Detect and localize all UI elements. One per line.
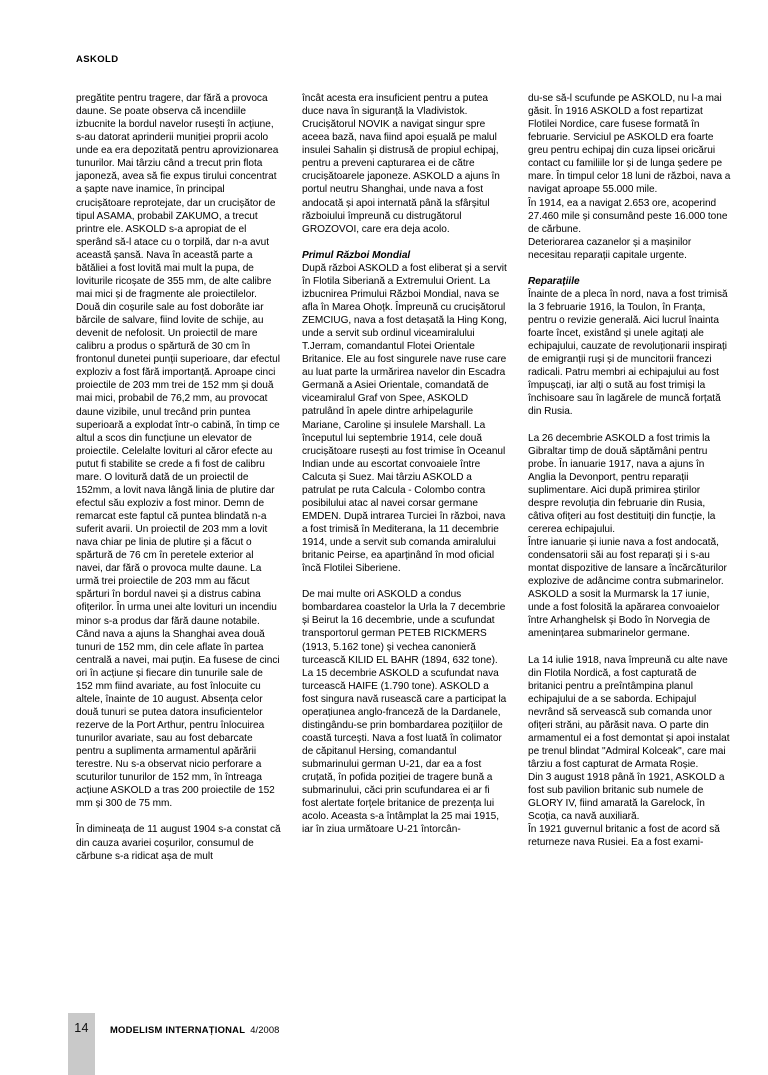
page-number: 14 xyxy=(74,1021,89,1035)
paragraph: La 14 iulie 1918, nava împreună cu alte nave din Flotila Nordică, a fost capturată de britanici pentru a preîntâmpina planul echipajului de a se saborda. Echipajul nevrând să servească sub comanda unor ofițeri străni, au părăsit nava. O parte din armamentul ei a fost demontat și apoi instalat pe trenul blindat "Admiral Kolceak", care mai târziu a fost capturat de Armata Roșie. xyxy=(528,654,730,770)
section-heading-primul-razboi-mondial: Primul Război Mondial xyxy=(302,249,411,261)
magazine-title: MODELISM INTERNAȚIONAL xyxy=(110,1024,246,1035)
text-column-2 xyxy=(302,92,507,836)
footer-magazine-line xyxy=(110,1024,279,1035)
paragraph: În 1921 guvernul britanic a fost de acord să returneze nava Rusiei. Ea a fost exami- xyxy=(528,824,720,849)
text-column-1 xyxy=(76,92,281,863)
running-head: ASKOLD xyxy=(76,54,119,65)
issue-number: 4/2008 xyxy=(250,1024,280,1035)
paragraph: pregătite pentru tragere, dar fără a provoca daune. Se poate observa că incendiile izbucnite la bordul navelor rusești în acțiune, s-au datorat aprinderii muniției proprii acolo unde ea era depozitată pentru aprovizionarea tunurilor. Mai târziu când a trecut prin flota japoneză, avea să fie expus tirului concentrat a șapte nave inamice, în principal crucișătoare reprotejate, dar un crucișător de tipul ASAMA, probabil ZAKUMO, a trecut printre ele. ASKOLD s-a apropiat de el sperând să-l atace cu o torpilă, dar n-a avut această șansă. Nava în această parte a bătăliei a fost lovită mai mult la pupa, de loviturile ricoșate de 355 mm, de alte calibre mai mici și de fragmente ale proiectilelor. Două din coșurile sale au fost doborâte iar bărcile de salvare, fiind lovite de schije, au devenit de nefolosit. Un proiectil de mare calibru a produs o spărtură de 30 cm în frontonul dunetei punții superioare, dar efectul exploziv a fost fără importanță. Aproape cinci proiectile de 203 mm trei de 152 mm și două mai mici, probabil de 76,2 mm, au provocat daune vizibile, unul trecând prin puntea superioară a explodat într-o cabină, în timp ce altul a scos din funcțiune un elevator de proiectile. Celelalte lovituri al căror efecte au putut fi stabilite se crede a fi fost de calibru mare. O lovitură dată de un proiectil de 152mm, a lovit nava lângă linia de plutire dar efectul său exploziv a fost minor. Demn de remarcat este faptul că puntea blindată n-a suferit avarii. Un proiectil de 203 mm a lovit nava chiar pe linia de plutire și a făcut o spărtură de 76 cm în peretele exterior al navei, dar fără o provoca multe daune. La urmă trei proiectile de 203 mm au făcut spărturi în bordul navei și a distrus cabina ofițerilor. În urma unei alte lovituri un incendiu minor s-a produs dar fără daune notabile. Când nava a ajuns la Shanghai avea două tunuri de 152 mm, din cele aflate în partea centrală a navei, mai puțin. Ea fusese de cinci ori în acțiune și fiecare din tunurile sale de 152 mm fiind avariate, au fost înlocuite cu altele, înainte de 10 august. Absența celor două tunuri se putea datora insuficientelor rezerve de la Port Arthur, pentru înlocuirea tunurilor avariate, sau au fost debarcate pentru a suplimenta armamentul apărării terestre. Nu s-a observat nicio perforare a scuturilor tunurilor de 152 mm, în întreaga acțiune ASKOLD a tras 200 proiectile de 152 mm și 300 de 75 mm. xyxy=(76,93,280,810)
article-columns xyxy=(76,92,735,997)
paragraph: Din 3 august 1918 până în 1921, ASKOLD a fost sub pavilion britanic sub numele de GLORY IV, fiind amarată la Garelock, în Scoția, ca navă auxiliară. xyxy=(528,772,725,823)
paragraph: În dimineața de 11 august 1904 s-a constat că din cauza avariei coșurilor, consumul de cărbune s-a ridicat așa de mult xyxy=(76,824,281,862)
paragraph: De mai multe ori ASKOLD a condus bombardarea coastelor la Urla la 7 decembrie și Beirut la 16 decembrie, unde a scufundat transportorul german PETEB RICKMERS (1913, 5.162 tone) și vechea canonieră turcească KILID EL BAHR (1894, 632 tone). La 15 decembrie ASKOLD a scufundat nava turcească HAIFE (1.790 tone). ASKOLD a fost singura navă rusească care a participat la operațiunea anglo-franceză de la Dardanele, distingându-se prin bombardarea pozițiilor de coastă turcești. Nava a fost luată în colimator de căpitanul Hersing, comandantul submarinului german U-21, dar ea a fost cruțată, în pofida poziției de tragere bună a submarinului, căci prin scufundarea ei ar fi fost alertate forțele britanice de prezența lui acolo. Aceasta s-a întâmplat la 25 mai 1915, iar în ziua următoare U-21 întorcân- xyxy=(302,589,507,836)
paragraph: Înainte de a pleca în nord, nava a fost trimisă la 3 februarie 1916, la Toulon, în Franța, pentru o revizie generală. Aici lucrul înainta foarte încet, existând și unele agitați ale echipajului, cauzate de revoluționarii inspirați de emigranții ruși și de muncitorii francezi radicali. Patru membri ai echipajului au fost împușcați, iar alți o sută au fost trimiși la închisoare sau în lagărele de muncă forțată din Rusia. xyxy=(528,288,728,418)
section-heading-reparatiile: Reparațiile xyxy=(528,275,580,287)
paragraph: După război ASKOLD a fost eliberat și a servit în Flotila Siberiană a Extremului Orient. La izbucnirea Primului Război Mondial, nava se afla în Marea Ohoțk. Împreună cu crucișătorul ZEMCIUG, nava a fost detașată la Hing Kong, unde a servit sub ordinul viceamiralului T.Jerram, comandantul Flotei Orientale Britanice. Ele au fost singurele nave ruse care au luat parte la urmărirea navelor din Escadra Germană a Asiei Orientale, comandată de viceamiralul Graf von Spee, ASKOLD patrulând în apele dintre arhipelagurile Mariane, Caroline și insulele Marshall. La începutul lui septembrie 1914, cele două crucișătoare rusești au fost trimise în Oceanul Indian unde au escortat convoaiele între Calcuta și Suez. Mai târziu ASKOLD a patrulat pe ruta Calcula - Colombo contra posibilului atac al navei corsar germane EMDEN. După intrarea Turciei în război, nava a fost trimisă în Mediterana, la 11 decembrie 1914, unde a servit sub comanda amiralului britanic Peirse, ea aparținând în mod oficial încă Flotilei Siberiene. xyxy=(302,262,507,575)
paragraph: În 1914, ea a navigat 2.653 ore, acoperind 27.460 mile și consumând peste 16.000 tone de cărbune. xyxy=(528,197,728,235)
paragraph: încât acesta era insuficient pentru a putea duce nava în siguranță la Vladivistok. Crucișătorul NOVIK a navigat singur spre aceea bază, nava fiind apoi eșuală pe malul insulei Sahalin și distrusă de propiul echipaj, pentru a preveni capturarea ei de către crucișătoarele japoneze. ASKOLD a ajuns în portul neutru Shanghai, unde nava a fost andocată și apoi internată până la sfârșitul războiului împreună cu distrugătorul GROZOVOI, care era deja acolo. xyxy=(302,93,500,235)
paragraph: La 26 decembrie ASKOLD a fost trimis la Gibraltar timp de două săptămâni pentru probe. În ianuarie 1917, nava a ajuns în Anglia la Devonport, pentru reparații suplimentare. Aici după primirea știrilor despre revoluția din februarie din Rusia, câtiva ofițeri au fost destituiți din funcție, la cererea echipajului. xyxy=(528,432,716,535)
text-column-3 xyxy=(528,92,733,849)
paragraph: du-se să-l scufunde pe ASKOLD, nu l-a mai găsit. În 1916 ASKOLD a fost repartizat Flotilei Nordice, care fusese formată în februarie. Serviciul pe ASKOLD era foarte greu pentru echipaj din cuza lipsei oricărui contact cu familiile lor și de lunga ședere pe mare. În timpul celor 18 luni de război, nava a navigat aproape 55.000 mile. xyxy=(528,93,731,196)
paragraph: Deteriorarea cazanelor și a mașinilor necesitau reparații capitale urgente. xyxy=(528,236,692,261)
paragraph: Între ianuarie și iunie nava a fost andocată, condensatorii săi au fost reparați și i s-au montat dispozitive de lansare a încărcăturilor explozive de adâncime contra submarinelor. ASKOLD a sosit la Murmarsk la 17 iunie, unde a fost folosită la apărarea convoaielor între Arhanghelsk și Bodo în Norvegia de amenințarea submarinelor germane. xyxy=(528,537,727,640)
